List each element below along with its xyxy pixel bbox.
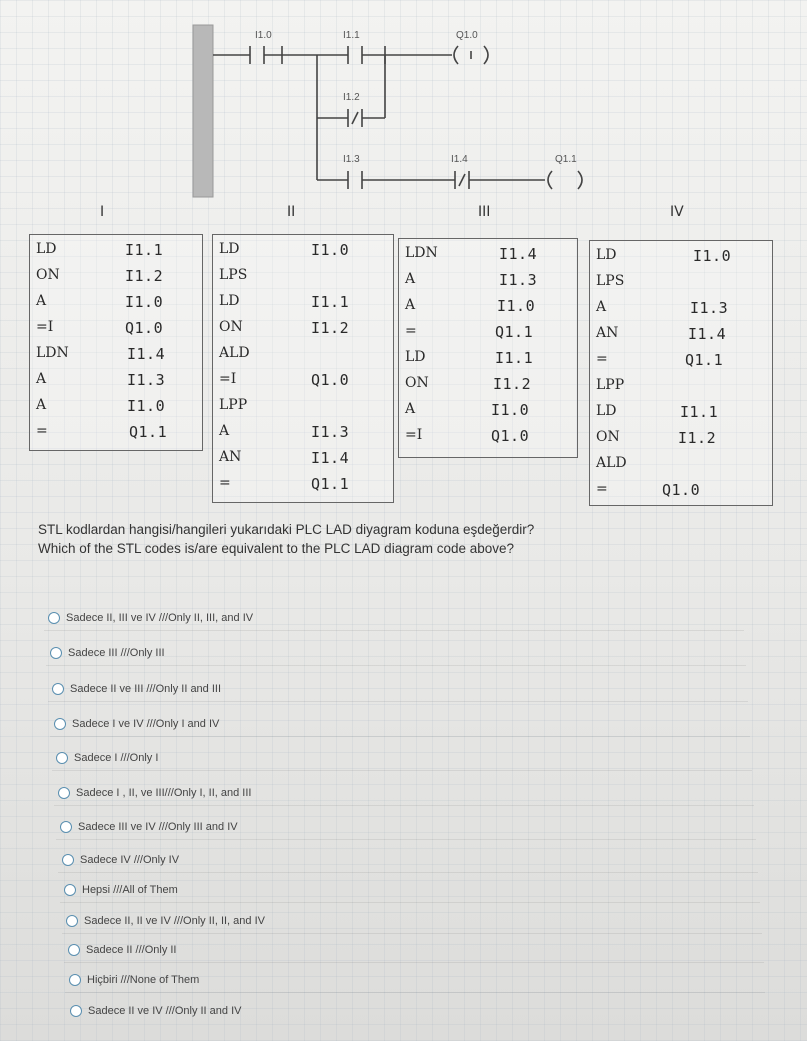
stl-arg: I1.3 <box>311 423 350 441</box>
option-label: Sadece III ve IV ///Only III and IV <box>78 821 238 833</box>
stl-arg: I1.0 <box>491 401 530 419</box>
answer-option-5[interactable] <box>56 747 158 769</box>
stl-op: LPS <box>596 273 625 289</box>
stl-row <box>30 241 202 267</box>
option-label: Sadece I , II, ve III///Only I, II, and III <box>76 787 252 799</box>
stl-op: LDN <box>405 245 438 261</box>
stl-row <box>30 345 202 371</box>
stl-row <box>399 271 577 297</box>
option-divider <box>60 902 760 903</box>
answer-option-9[interactable] <box>64 879 178 901</box>
stl-row <box>30 267 202 293</box>
stl-op: ON <box>405 375 429 391</box>
stl-op: LD <box>405 349 426 365</box>
option-divider <box>48 701 748 702</box>
column-header-1: I <box>100 204 105 220</box>
stl-row <box>399 297 577 323</box>
answer-option-7[interactable] <box>60 816 238 838</box>
option-label: Sadece II ve IV ///Only II and IV <box>88 1005 242 1017</box>
stl-arg: I1.4 <box>127 345 166 363</box>
stl-arg: I1.2 <box>493 375 532 393</box>
option-divider <box>64 962 764 963</box>
stl-op: LD <box>36 241 57 257</box>
ladder-svg <box>0 0 807 235</box>
radio-icon[interactable] <box>54 718 66 730</box>
stl-op: LPP <box>596 377 625 393</box>
answer-option-4[interactable] <box>54 713 219 735</box>
stl-row <box>590 351 772 377</box>
stl-row <box>399 323 577 349</box>
stl-row <box>213 371 393 397</box>
question-text-en: Which of the STL codes is/are equivalent to the PLC LAD diagram code above? <box>38 541 515 556</box>
option-divider <box>44 630 744 631</box>
stl-op: LDN <box>36 345 69 361</box>
stl-row <box>590 325 772 351</box>
stl-op: LD <box>219 293 240 309</box>
ladder-label-i13: I1.3 <box>343 154 360 165</box>
stl-arg: I1.2 <box>125 267 164 285</box>
radio-icon[interactable] <box>60 821 72 833</box>
stl-op: = <box>596 351 608 367</box>
option-label: Sadece II, III ve IV ///Only II, III, and IV <box>66 612 254 624</box>
stl-row <box>213 267 393 293</box>
stl-arg: Q1.1 <box>129 423 168 441</box>
stl-row <box>590 481 772 507</box>
stl-arg: I1.2 <box>311 319 350 337</box>
option-divider <box>50 736 750 737</box>
stl-row <box>213 293 393 319</box>
stl-arg: Q1.1 <box>311 475 350 493</box>
stl-op: LD <box>596 247 617 263</box>
stl-arg: I1.3 <box>690 299 729 317</box>
stl-row <box>30 293 202 319</box>
stl-arg: I1.0 <box>497 297 536 315</box>
question-text-tr: STL kodlardan hangisi/hangileri yukarıdaki PLC LAD diyagram koduna eşdeğerdir? <box>38 522 535 537</box>
answer-option-12[interactable] <box>69 969 199 991</box>
option-divider <box>46 665 746 666</box>
radio-icon[interactable] <box>62 854 74 866</box>
stl-op: A <box>596 299 607 315</box>
stl-arg: Q1.0 <box>311 371 350 389</box>
ladder-label-q11: Q1.1 <box>555 154 577 165</box>
stl-row <box>590 403 772 429</box>
stl-arg: I1.2 <box>678 429 717 447</box>
radio-icon[interactable] <box>66 915 78 927</box>
stl-row <box>590 273 772 299</box>
option-divider <box>62 933 762 934</box>
stl-row <box>399 375 577 401</box>
ladder-diagram <box>0 0 807 235</box>
stl-box-3 <box>398 238 578 458</box>
stl-op: A <box>36 397 47 413</box>
option-label: Sadece III ///Only III <box>68 647 165 659</box>
radio-icon[interactable] <box>56 752 68 764</box>
stl-arg: Q1.0 <box>125 319 164 337</box>
option-divider <box>58 872 758 873</box>
stl-arg: I1.1 <box>311 293 350 311</box>
stl-box-2 <box>212 234 394 503</box>
stl-arg: I1.4 <box>499 245 538 263</box>
stl-arg: I1.4 <box>311 449 350 467</box>
stl-op: LPP <box>219 397 248 413</box>
radio-icon[interactable] <box>70 1005 82 1017</box>
stl-op: A <box>219 423 230 439</box>
ladder-label-i14: I1.4 <box>451 154 468 165</box>
stl-row <box>213 241 393 267</box>
ladder-label-i10: I1.0 <box>255 30 272 41</box>
stl-row <box>399 401 577 427</box>
question-text <box>38 520 778 558</box>
stl-row <box>30 319 202 345</box>
option-label: Sadece IV ///Only IV <box>80 854 180 866</box>
stl-op: = <box>36 423 48 439</box>
stl-op: =I <box>405 427 423 443</box>
ladder-label-q10: Q1.0 <box>456 30 478 41</box>
answer-option-13[interactable] <box>70 1000 241 1022</box>
stl-arg: Q1.0 <box>491 427 530 445</box>
stl-box-4 <box>589 240 773 506</box>
stl-op: LD <box>219 241 240 257</box>
stl-arg: I1.0 <box>125 293 164 311</box>
stl-op: ON <box>36 267 60 283</box>
option-label: Sadece I ve IV ///Only I and IV <box>72 718 220 730</box>
option-label: Sadece I ///Only I <box>74 752 159 764</box>
stl-row <box>590 455 772 481</box>
stl-arg: Q1.1 <box>685 351 724 369</box>
stl-op: =I <box>219 371 237 387</box>
stl-row <box>213 475 393 501</box>
stl-row <box>590 247 772 273</box>
stl-op: = <box>405 323 417 339</box>
answer-option-2[interactable] <box>50 642 165 664</box>
radio-icon[interactable] <box>50 647 62 659</box>
stl-arg: I1.3 <box>127 371 166 389</box>
stl-row <box>213 345 393 371</box>
column-header-2: II <box>287 204 296 220</box>
answer-option-8[interactable] <box>62 849 179 871</box>
radio-icon[interactable] <box>64 884 76 896</box>
stl-op: A <box>405 271 416 287</box>
stl-op: A <box>36 371 47 387</box>
stl-op: A <box>405 401 416 417</box>
option-label: Sadece II ve III ///Only II and III <box>70 683 222 695</box>
option-label: Hepsi ///All of Them <box>82 884 178 896</box>
stl-op: AN <box>219 449 242 465</box>
stl-box-1 <box>29 234 203 451</box>
stl-row <box>213 449 393 475</box>
stl-arg: I1.1 <box>125 241 164 259</box>
stl-row <box>590 377 772 403</box>
stl-row <box>399 349 577 375</box>
stl-arg: I1.0 <box>127 397 166 415</box>
stl-op: A <box>36 293 47 309</box>
stl-op: = <box>219 475 231 491</box>
stl-op: ALD <box>596 455 627 471</box>
radio-icon[interactable] <box>69 974 81 986</box>
column-header-3: III <box>478 204 491 220</box>
stl-op: = <box>596 481 608 497</box>
ladder-label-i12: I1.2 <box>343 92 360 103</box>
answer-option-3[interactable] <box>52 678 221 700</box>
stl-op: A <box>405 297 416 313</box>
stl-op: LD <box>596 403 617 419</box>
stl-row <box>399 245 577 271</box>
answer-option-11[interactable] <box>68 939 177 961</box>
stl-row <box>30 423 202 449</box>
radio-icon[interactable] <box>48 612 60 624</box>
stl-arg: Q1.0 <box>662 481 701 499</box>
stl-row <box>213 397 393 423</box>
stl-arg: I1.3 <box>499 271 538 289</box>
answer-option-1[interactable] <box>48 607 253 629</box>
stl-arg: I1.0 <box>693 247 732 265</box>
option-divider <box>52 770 752 771</box>
stl-arg: I1.4 <box>688 325 727 343</box>
option-label: Sadece II, II ve IV ///Only II, II, and IV <box>84 915 265 927</box>
option-label: Sadece II ///Only II <box>86 944 177 956</box>
option-divider <box>65 992 765 993</box>
stl-arg: I1.1 <box>495 349 534 367</box>
power-rail <box>193 25 213 197</box>
stl-arg: I1.0 <box>311 241 350 259</box>
stl-row <box>213 319 393 345</box>
answer-option-10[interactable] <box>66 910 265 932</box>
radio-icon[interactable] <box>58 787 70 799</box>
stl-op: ON <box>596 429 620 445</box>
option-label: Hiçbiri ///None of Them <box>87 974 200 986</box>
stl-op: =I <box>36 319 54 335</box>
stl-row <box>399 427 577 453</box>
stl-arg: Q1.1 <box>495 323 534 341</box>
option-divider <box>54 805 754 806</box>
stl-row <box>590 429 772 455</box>
stl-row <box>213 423 393 449</box>
column-header-4: IV <box>670 204 684 220</box>
radio-icon[interactable] <box>52 683 64 695</box>
stl-op: ALD <box>219 345 250 361</box>
stl-op: ON <box>219 319 243 335</box>
stl-op: LPS <box>219 267 248 283</box>
stl-row <box>30 371 202 397</box>
option-divider <box>56 839 756 840</box>
stl-op: AN <box>596 325 619 341</box>
answer-option-6[interactable] <box>58 782 251 804</box>
ladder-label-i11: I1.1 <box>343 30 360 41</box>
stl-row <box>590 299 772 325</box>
stl-row <box>30 397 202 423</box>
stl-arg: I1.1 <box>680 403 719 421</box>
radio-icon[interactable] <box>68 944 80 956</box>
